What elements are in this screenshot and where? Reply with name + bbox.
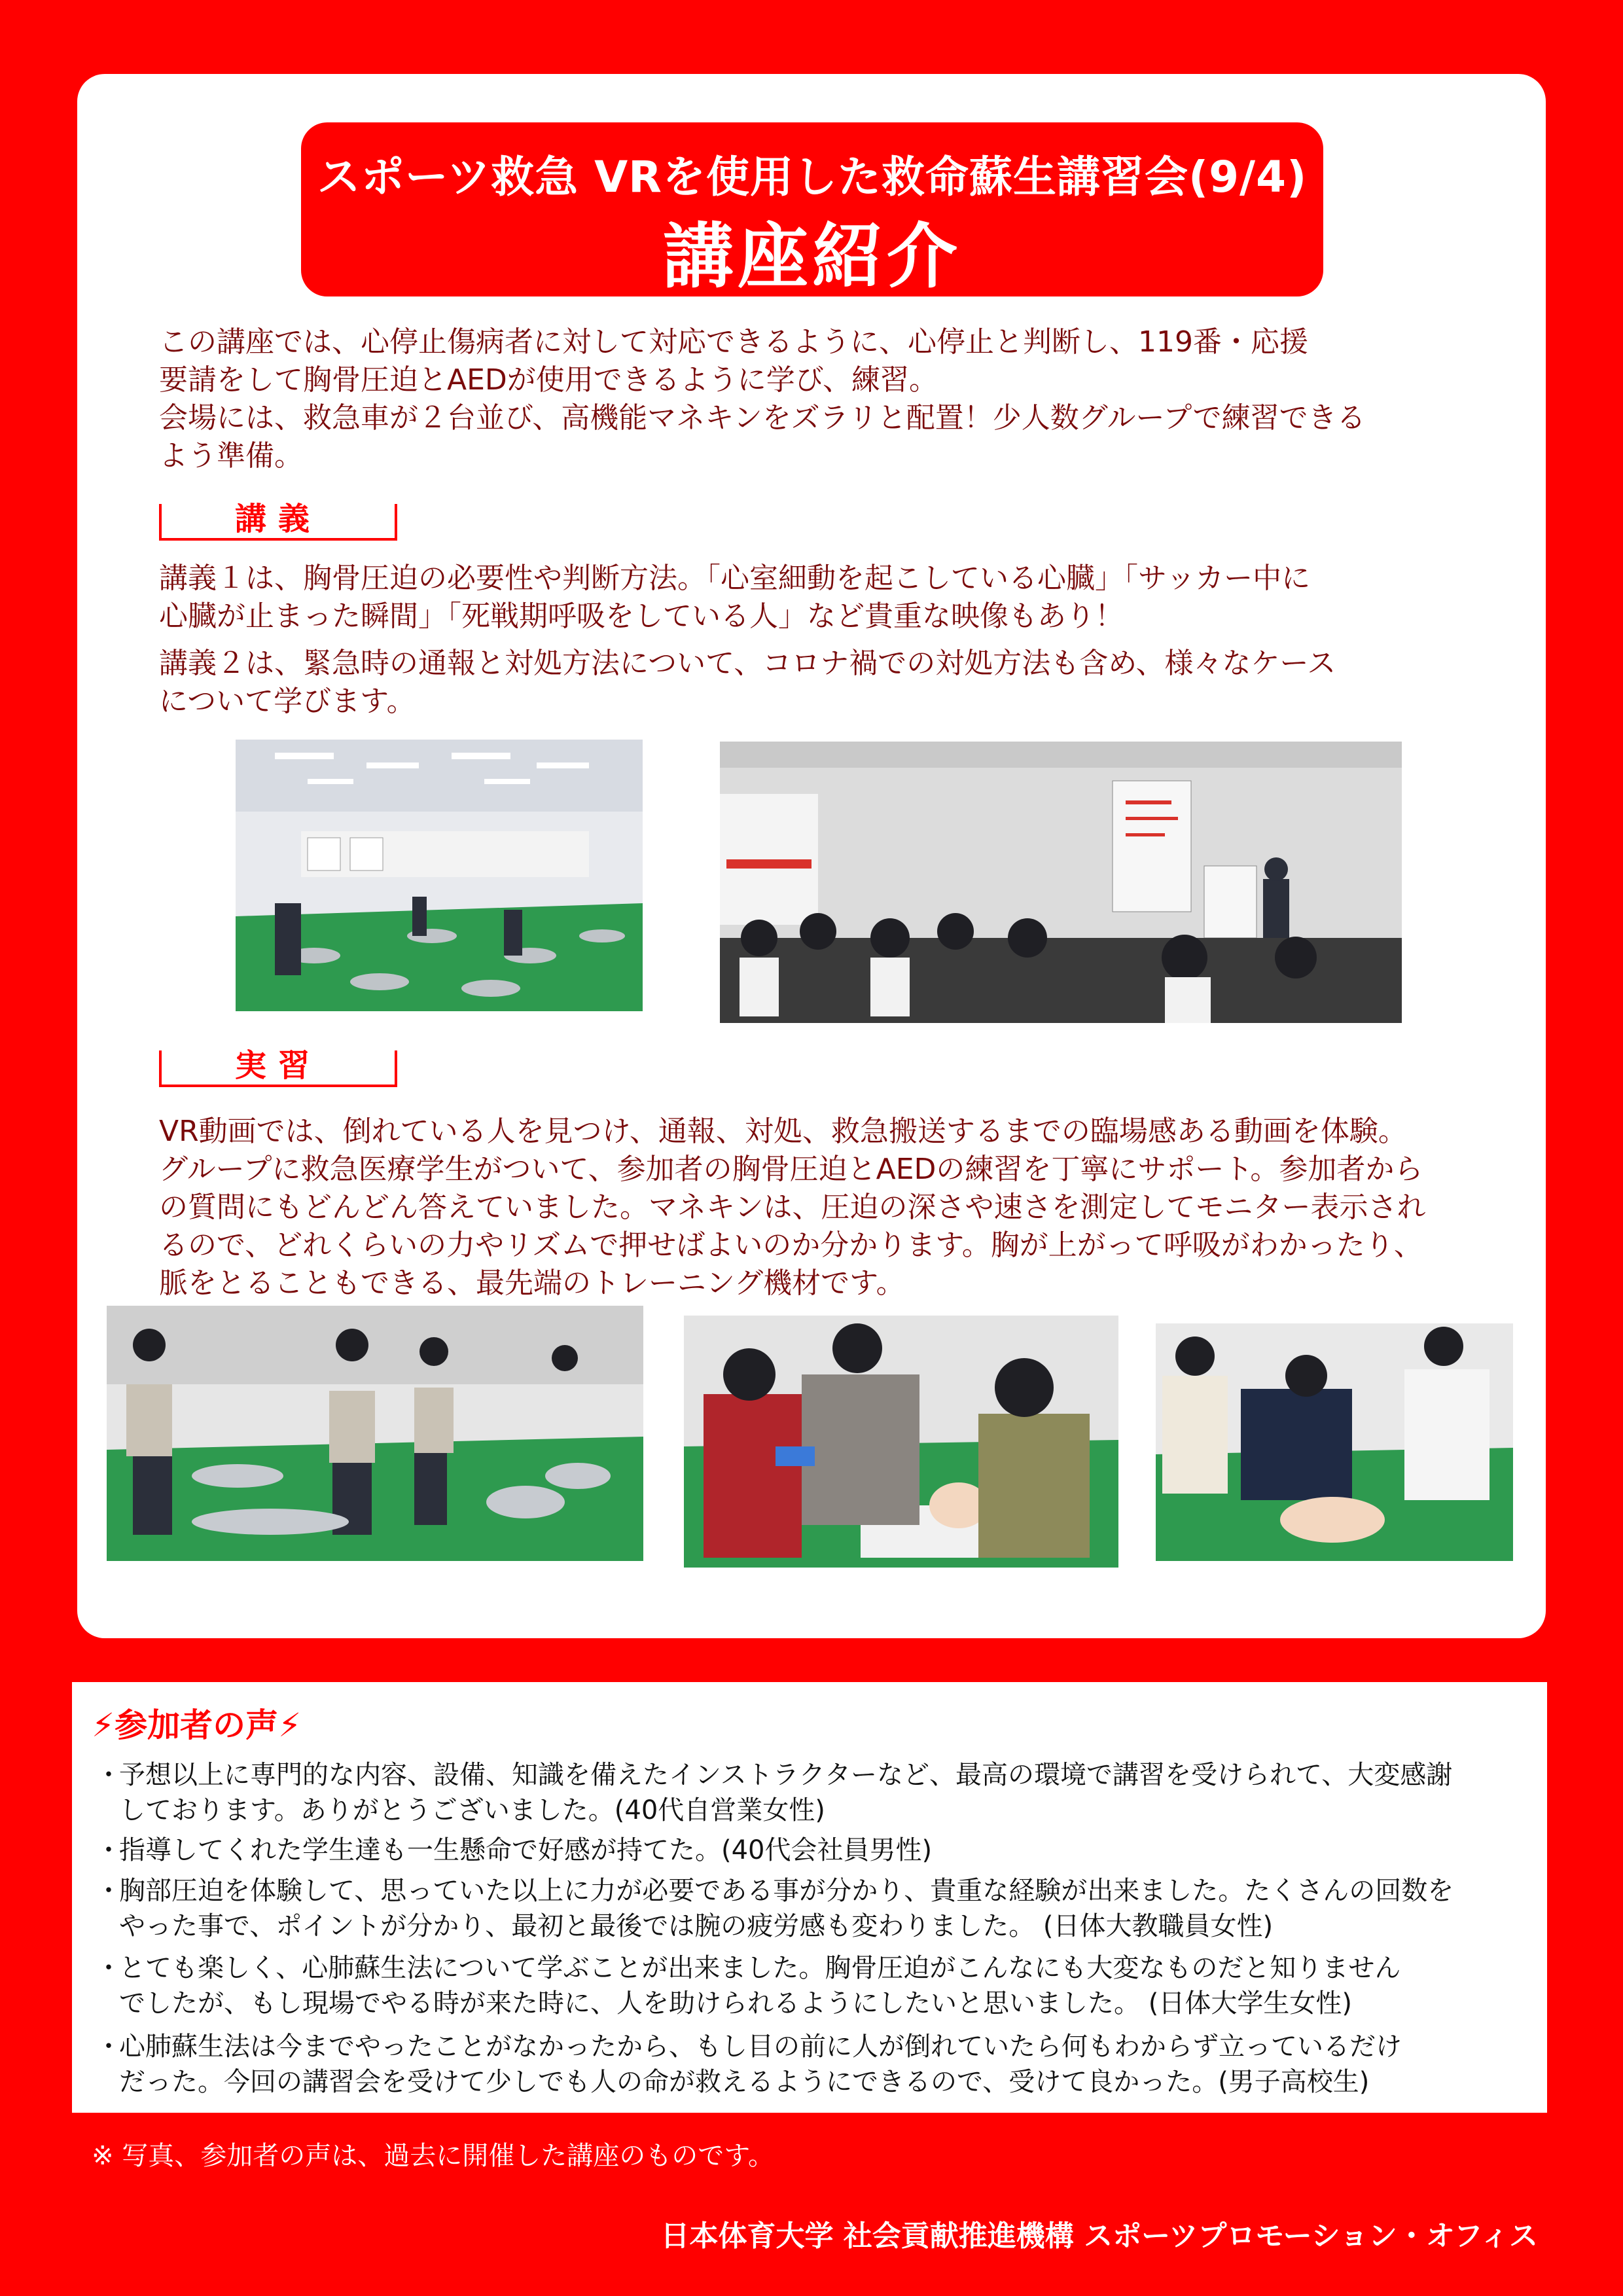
practice-line: VR動画では、倒れている人を見つけ、通報、対処、救急搬送するまでの臨場感ある動画を体験。 xyxy=(159,1115,1407,1148)
voice-item xyxy=(96,1873,1454,1944)
photo-note: ※ 写真、参加者の声は、過去に開催した講座のものです。 xyxy=(92,2141,775,2171)
practice-line: グループに救急医療学生がついて、参加者の胸骨圧迫とAEDの練習を丁寧にサポート。参加者から xyxy=(159,1153,1423,1186)
voice-item xyxy=(96,1833,933,1868)
voice-line: 心肺蘇生法は今までやったことがなかったから、もし目の前に人が倒れていたら何もわからず立っているだけ xyxy=(119,2032,1402,2062)
lightning-right-icon: ⚡ xyxy=(278,1706,302,1744)
voice-line: しております。ありがとうございました。(40代自営業女性) xyxy=(119,1795,825,1825)
intro-line: 要請をして胸骨圧迫とAEDが使用できるように学び、練習。 xyxy=(159,363,938,397)
lecture-paragraph-1 xyxy=(159,560,1310,636)
intro-paragraph xyxy=(159,323,1366,475)
voice-item xyxy=(96,1757,1453,1828)
bullet: ・ xyxy=(96,1835,122,1865)
bullet: ・ xyxy=(96,1876,122,1906)
practice-line: の質問にもどんどん答えていました。マネキンは、圧迫の深さや速さを測定してモニター表示され xyxy=(159,1191,1426,1224)
page-title: 講座紹介 xyxy=(662,216,961,298)
lecture-paragraph-2 xyxy=(159,645,1336,721)
voice-line: 指導してくれた学生達も一生懸命で好感が持てた。(40代会社員男性) xyxy=(119,1835,933,1865)
chest-compression-photo xyxy=(1156,1323,1513,1561)
intro-line: 会場には、救急車が２台並び、高機能マネキンをズラリと配置！少人数グループで練習できる xyxy=(159,401,1366,435)
practice-paragraph xyxy=(159,1113,1426,1302)
voices-heading xyxy=(92,1699,301,1746)
voice-item xyxy=(96,2029,1402,2100)
practice-line: るので、どれくらいの力やリズムで押せばよいのか分かります。胸が上がって呼吸がわかったり、 xyxy=(159,1229,1423,1262)
voice-line: でしたが、もし現場でやる時が来た時に、人を助けられるようにしたいと思いました。 (日体大学生女性) xyxy=(119,1988,1352,2018)
bullet: ・ xyxy=(96,2032,122,2062)
voice-line: だった。今回の講習会を受けて少しでも人の命が救えるようにできるので、受けて良かった。(男子高校生) xyxy=(119,2067,1370,2097)
voices-heading-label: 参加者の声 xyxy=(115,1706,279,1744)
lecture-line: 心臓が止まった瞬間」「死戦期呼吸をしている人」など貴重な映像もあり！ xyxy=(159,600,1124,633)
lecture-heading: 講義 xyxy=(159,504,397,541)
title-banner xyxy=(301,122,1323,296)
organization-footer: 日本体育大学 社会貢献推進機構 スポーツプロモーション・オフィス xyxy=(660,2219,1538,2253)
voice-line: とても楽しく、心肺蘇生法について学ぶことが出来ました。胸骨圧迫がこんなにも大変なものだと知りません xyxy=(119,1953,1401,1983)
lecture-line: 講義１は、胸骨圧迫の必要性や判断方法。「心室細動を起こしている心臓」「サッカー中に xyxy=(159,562,1311,595)
lecture-line: について学びます。 xyxy=(159,685,416,718)
vr-training-photo xyxy=(107,1306,643,1561)
intro-line: この講座では、心停止傷病者に対して対応できるように、心停止と判断し、119番・応援 xyxy=(159,325,1308,359)
cpr-instruction-photo xyxy=(684,1316,1118,1568)
practice-line: 脈をとることもできる、最先端のトレーニング機材です。 xyxy=(159,1266,905,1300)
lecture-room-photo xyxy=(720,742,1402,1023)
bullet: ・ xyxy=(96,1760,122,1790)
lecture-hall-photo xyxy=(236,740,643,1011)
event-title: スポーツ救急 VRを使用した救命蘇生講習会(9/4) xyxy=(317,152,1308,202)
lecture-line: 講義２は、緊急時の通報と対処方法について、コロナ禍での対処方法も含め、様々なケース xyxy=(159,647,1336,680)
voice-line: 胸部圧迫を体験して、思っていた以上に力が必要である事が分かり、貴重な経験が出来ました。たくさんの回数を xyxy=(119,1876,1454,1906)
voice-item xyxy=(96,1950,1401,2021)
bullet: ・ xyxy=(96,1953,122,1983)
voice-line: やった事で、ポイントが分かり、最初と最後では腕の疲労感も変わりました。 (日体大教職員女性) xyxy=(119,1911,1274,1941)
practice-heading: 実習 xyxy=(159,1050,397,1087)
voice-line: 予想以上に専門的な内容、設備、知識を備えたインストラクターなど、最高の環境で講習を受けられて、大変感謝 xyxy=(119,1760,1453,1790)
lightning-left-icon: ⚡ xyxy=(92,1706,115,1744)
intro-line: よう準備。 xyxy=(159,439,303,473)
